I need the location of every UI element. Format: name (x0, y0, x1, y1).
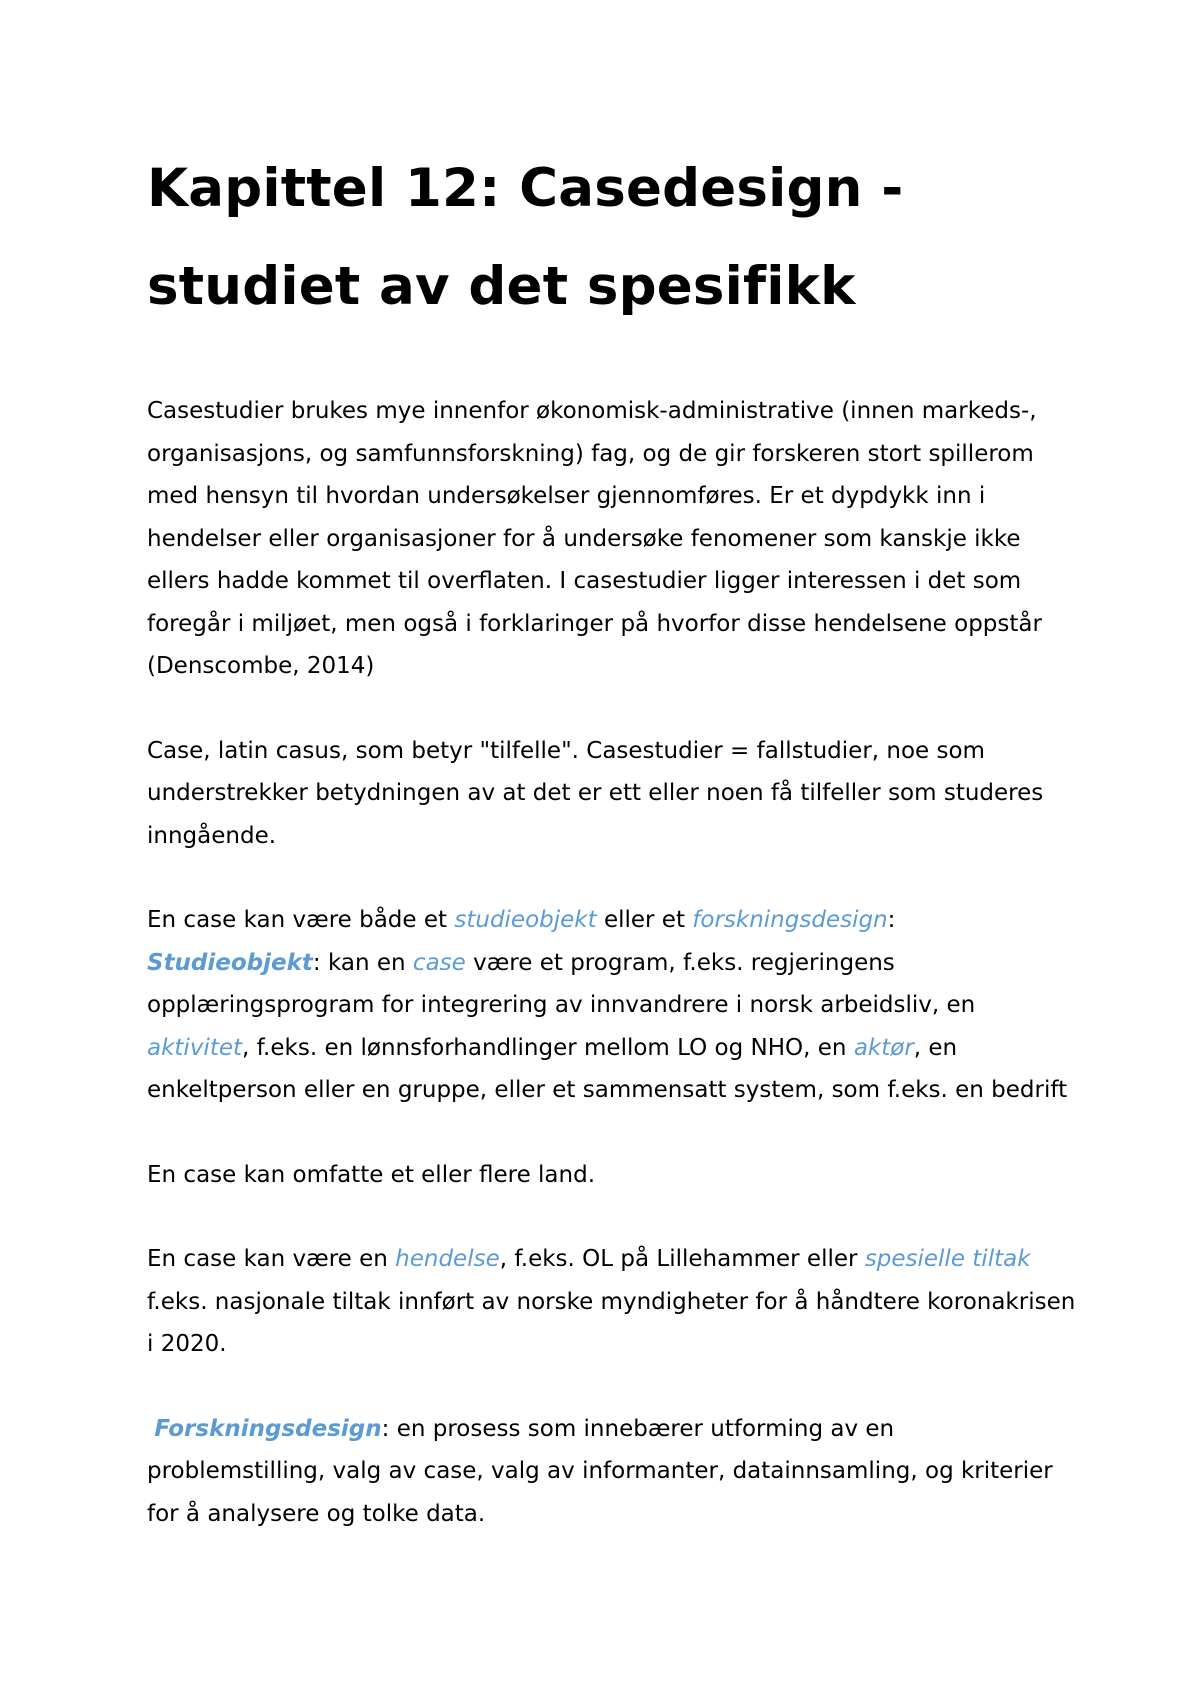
document-page (147, 140, 1077, 1577)
keyword-aktor: aktør (853, 1034, 914, 1061)
paragraph-case-types (147, 899, 1077, 1112)
paragraph-research-design (147, 1408, 1077, 1536)
text-span: f.eks. nasjonale tiltak innført av norske myndigheter for å håndtere koronakrisen i 2020. (147, 1288, 1076, 1357)
text-span: eller et (596, 907, 693, 933)
keyword-case: case (412, 949, 466, 976)
term-studieobjekt: Studieobjekt (147, 949, 313, 976)
paragraph-countries: En case kan omfatte et eller flere land. (147, 1161, 596, 1188)
text-span: En case kan være en (147, 1246, 396, 1272)
text-span: En case kan være både et (147, 907, 455, 933)
keyword-spesielle-tiltak: spesielle tiltak (864, 1246, 1031, 1272)
paragraph-events (147, 1238, 1077, 1366)
text-span: : (887, 907, 896, 933)
text-span: være et program, f.eks. regjeringens opplæringsprogram for integrering av innvandrere i norsk arbeidsliv, en (147, 949, 976, 1018)
keyword-studieobjekt: studieobjekt (454, 907, 597, 933)
term-forskningsdesign: Forskningsdesign (154, 1415, 382, 1442)
text-span: , en enkeltperson eller en gruppe, eller et sammensatt system, som f.eks. en bedrift (147, 1034, 1068, 1103)
document-body (147, 390, 1077, 1535)
paragraph-intro: Casestudier brukes mye innenfor økonomisk-administrative (innen markeds-, organisasjons, og samfunnsforskning) fag, og de gir forskeren stort spillerom med hensyn til hvordan undersøkelser gjennomføres. Er et dypdykk inn i hendelser eller organisasjoner for å undersøke fenomener som kanskje ikke ellers hadde kommet til overflaten. I casestudier ligger interessen i det som foregår i miljøet, men også i forklaringer på hvorfor disse hendelsene oppstår (Denscombe, 2014) (147, 398, 1042, 679)
keyword-hendelse: hendelse (395, 1246, 500, 1272)
text-span: , f.eks. en lønnsforhandlinger mellom LO og NHO, en (242, 1034, 854, 1061)
text-span: : kan en (312, 949, 413, 976)
keyword-aktivitet: aktivitet (147, 1034, 243, 1061)
keyword-forskningsdesign: forskningsdesign (692, 907, 888, 933)
text-span: , f.eks. OL på Lillehammer eller (499, 1246, 865, 1272)
page-title: Kapittel 12: Casedesign - studiet av det spesifikk (147, 158, 904, 317)
text-span: : en prosess som innebærer utforming av en problemstilling, valg av case, valg av informanter, datainnsamling, og kriterier for å analysere og tolke data. (147, 1415, 1053, 1527)
paragraph-case-definition: Case, latin casus, som betyr "tilfelle". Casestudier = fallstudier, noe som understrekker betydningen av at det er ett eller noen få tilfeller som studeres inngående. (147, 737, 1044, 849)
